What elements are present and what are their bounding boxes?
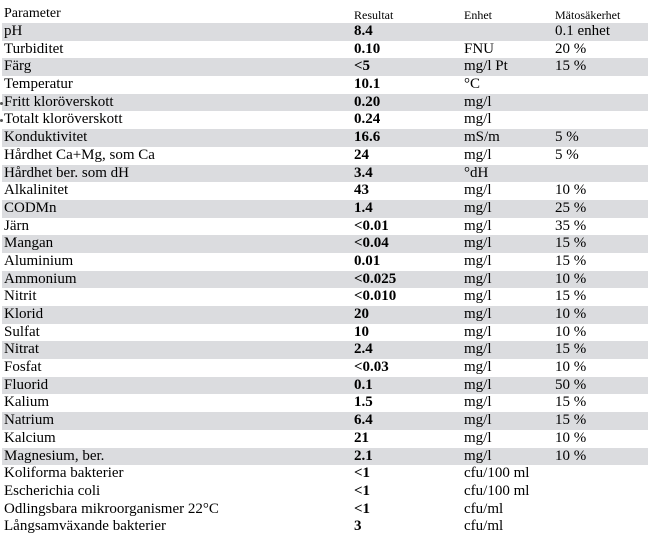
cell-parameter: Aluminium <box>4 252 74 269</box>
table-row <box>2 271 648 289</box>
cell-unit: mg/l <box>464 146 492 163</box>
cell-uncertainty: 50 % <box>555 376 587 393</box>
cell-parameter: Hårdhet ber. som dH <box>4 164 129 181</box>
table-header <box>2 0 648 23</box>
cell-unit: mg/l <box>464 270 492 287</box>
cell-parameter: Totalt kloröverskott <box>4 111 123 128</box>
cell-unit: mg/l <box>464 359 492 376</box>
table-row <box>2 394 648 412</box>
cell-uncertainty: 15 % <box>555 252 587 269</box>
table-row <box>2 253 648 271</box>
table-row <box>2 359 648 377</box>
cell-result: 2.4 <box>354 341 373 358</box>
cell-uncertainty: 15 % <box>555 341 587 358</box>
cell-unit: °dH <box>464 164 489 181</box>
table-row <box>2 111 648 129</box>
cell-result: 3.4 <box>354 164 373 181</box>
cell-parameter: Kalium <box>4 394 49 411</box>
cell-result: 2.1 <box>354 447 373 464</box>
cell-unit: mg/l <box>464 323 492 340</box>
cell-unit: mg/l <box>464 306 492 322</box>
cell-uncertainty: 5 % <box>555 129 579 146</box>
table-row <box>2 465 648 483</box>
cell-result: <0.03 <box>354 359 389 376</box>
table-row <box>2 94 648 112</box>
cell-uncertainty: 0.1 enhet <box>555 23 610 39</box>
cell-unit: mS/m <box>464 129 500 146</box>
cell-unit: mg/l <box>464 288 492 305</box>
cell-result: 8.4 <box>354 23 373 39</box>
cell-unit: cfu/ml <box>464 500 504 517</box>
cell-result: <1 <box>354 482 371 499</box>
cell-unit: FNU <box>464 40 495 57</box>
table-row <box>2 147 648 165</box>
cell-unit: mg/l <box>464 447 492 464</box>
cell-result: <1 <box>354 465 371 482</box>
cell-parameter: Hårdhet Ca+Mg, som Ca <box>4 146 155 163</box>
cell-result: <0.025 <box>354 270 397 287</box>
cell-parameter: pH <box>4 23 23 39</box>
cell-parameter: Natrium <box>4 412 54 429</box>
table-row <box>2 412 648 430</box>
cell-uncertainty: 5 % <box>555 146 579 163</box>
cell-unit: °C <box>464 76 481 93</box>
cell-uncertainty: 25 % <box>555 199 587 216</box>
cell-uncertainty: 20 % <box>555 40 587 57</box>
cell-result: 0.20 <box>354 93 381 110</box>
cell-parameter: Koliforma bakterier <box>4 465 124 482</box>
cell-parameter: Sulfat <box>4 323 40 340</box>
cell-parameter: Långsamväxande bakterier <box>4 518 167 535</box>
table-row <box>2 58 648 76</box>
cell-parameter: Turbiditet <box>4 40 64 57</box>
cell-unit: mg/l <box>464 429 492 446</box>
cell-parameter: Ammonium <box>4 270 77 287</box>
cell-result: 20 <box>354 306 369 322</box>
cell-unit: mg/l <box>464 199 492 216</box>
row-marker-dot <box>0 102 3 105</box>
table-body <box>2 23 648 536</box>
cell-result: 0.01 <box>354 252 381 269</box>
table-row <box>2 235 648 253</box>
cell-parameter: Fluorid <box>4 376 49 393</box>
cell-result: <0.01 <box>354 217 389 234</box>
cell-result: 1.5 <box>354 394 373 411</box>
cell-uncertainty: 15 % <box>555 412 587 429</box>
cell-parameter: Alkalinitet <box>4 182 69 199</box>
cell-result: 3 <box>354 518 362 535</box>
cell-parameter: Odlingsbara mikroorganismer 22°C <box>4 500 219 517</box>
cell-unit: mg/l <box>464 217 492 234</box>
cell-unit: mg/l <box>464 376 492 393</box>
table-row <box>2 218 648 236</box>
table-row <box>2 165 648 183</box>
cell-parameter: Fritt kloröverskott <box>4 93 114 110</box>
cell-parameter: Konduktivitet <box>4 129 88 146</box>
cell-result: <1 <box>354 500 371 517</box>
cell-result: 10.1 <box>354 76 381 93</box>
cell-uncertainty: 10 % <box>555 447 587 464</box>
cell-unit: mg/l <box>464 182 492 199</box>
table-row <box>2 182 648 200</box>
table-row <box>2 200 648 218</box>
cell-unit: mg/l <box>464 394 492 411</box>
cell-uncertainty: 10 % <box>555 306 587 322</box>
cell-parameter: Fosfat <box>4 359 42 376</box>
cell-uncertainty: 10 % <box>555 323 587 340</box>
cell-unit: cfu/100 ml <box>464 465 530 482</box>
cell-uncertainty: 10 % <box>555 182 587 199</box>
header-uncertainty: Mätosäkerhet <box>555 8 621 22</box>
table-row <box>2 306 648 324</box>
table-row <box>2 501 648 519</box>
header-result: Resultat <box>354 8 394 22</box>
cell-result: 0.24 <box>354 111 381 128</box>
cell-result: 1.4 <box>354 199 373 216</box>
cell-result: 10 <box>354 323 369 340</box>
cell-uncertainty: 10 % <box>555 429 587 446</box>
cell-unit: mg/l <box>464 235 492 252</box>
table-row <box>2 41 648 59</box>
cell-parameter: Magnesium, ber. <box>4 447 105 464</box>
water-analysis-table <box>2 0 648 536</box>
cell-unit: cfu/ml <box>464 518 504 535</box>
table-row <box>2 324 648 342</box>
cell-parameter: CODMn <box>4 199 57 216</box>
cell-uncertainty: 15 % <box>555 394 587 411</box>
cell-result: 0.1 <box>354 376 373 393</box>
cell-uncertainty: 10 % <box>555 359 587 376</box>
cell-uncertainty: 10 % <box>555 270 587 287</box>
cell-result: <0.010 <box>354 288 397 305</box>
cell-parameter: Färg <box>4 58 32 75</box>
table-row <box>2 288 648 306</box>
table-row <box>2 341 648 359</box>
cell-result: <5 <box>354 58 371 75</box>
cell-parameter: Temperatur <box>4 76 73 93</box>
table-row <box>2 483 648 501</box>
cell-unit: mg/l <box>464 252 492 269</box>
cell-parameter: Järn <box>4 217 29 234</box>
cell-parameter: Nitrat <box>4 341 39 358</box>
cell-unit: mg/l <box>464 93 492 110</box>
table-row <box>2 377 648 395</box>
cell-result: 6.4 <box>354 412 373 429</box>
cell-uncertainty: 15 % <box>555 288 587 305</box>
table-row <box>2 76 648 94</box>
cell-parameter: Nitrit <box>4 288 37 305</box>
cell-result: 0.10 <box>354 40 381 57</box>
cell-unit: cfu/100 ml <box>464 482 530 499</box>
cell-result: <0.04 <box>354 235 389 252</box>
cell-result: 16.6 <box>354 129 381 146</box>
header-unit: Enhet <box>464 8 492 22</box>
table-row <box>2 518 648 536</box>
cell-unit: mg/l Pt <box>464 58 508 75</box>
cell-uncertainty: 35 % <box>555 217 587 234</box>
cell-unit: mg/l <box>464 111 492 128</box>
cell-uncertainty: 15 % <box>555 235 587 252</box>
row-marker-dot <box>0 119 3 122</box>
cell-parameter: Mangan <box>4 235 54 252</box>
header-parameter: Parameter <box>4 6 61 21</box>
table-row <box>2 448 648 466</box>
cell-result: 21 <box>354 429 369 446</box>
table-row <box>2 23 648 41</box>
cell-unit: mg/l <box>464 412 492 429</box>
cell-parameter: Escherichia coli <box>4 482 101 499</box>
table-row <box>2 430 648 448</box>
cell-parameter: Klorid <box>4 306 44 322</box>
table-row <box>2 129 648 147</box>
cell-result: 24 <box>354 146 369 163</box>
cell-result: 43 <box>354 182 369 199</box>
cell-parameter: Kalcium <box>4 429 56 446</box>
cell-uncertainty: 15 % <box>555 58 587 75</box>
cell-unit: mg/l <box>464 341 492 358</box>
